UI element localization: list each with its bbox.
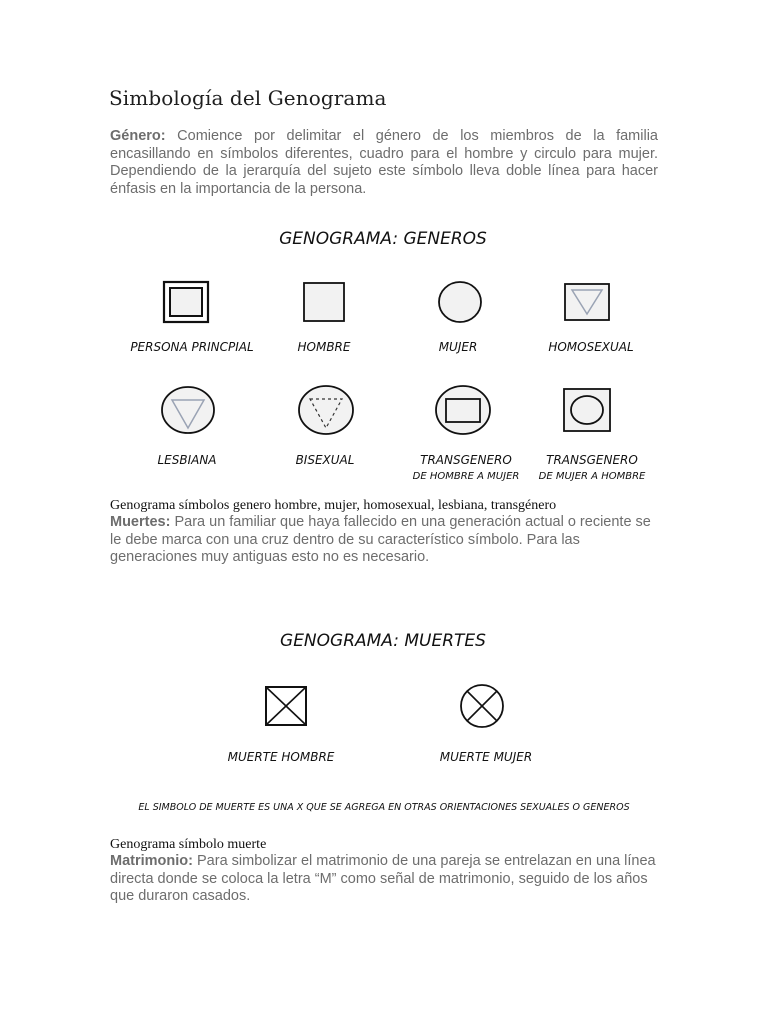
label-bisexual: BISEXUAL — [295, 453, 355, 467]
label-transgenero-1-sub: DE HOMBRE A MUJER — [412, 471, 520, 482]
label-muerte-hombre: MUERTE HOMBRE — [227, 750, 335, 764]
muerte-mujer-symbol — [461, 685, 503, 727]
muerte-hombre-symbol — [266, 687, 306, 725]
label-transgenero-1: TRANSGENERO — [420, 453, 512, 467]
label-transgenero-2-sub: DE MUJER A HOMBRE — [538, 471, 646, 482]
generos-heading: GENOGRAMA: GENEROS — [279, 229, 487, 249]
caption-generos: Genograma símbolos genero hombre, mujer, homosexual, lesbiana, transgénero — [110, 498, 557, 513]
label-mujer: MUJER — [438, 340, 478, 354]
label-homosexual: HOMOSEXUAL — [548, 340, 634, 354]
label-transgenero-2: TRANSGENERO — [546, 453, 638, 467]
genero-text: Comience por delimitar el género de los miembros de la familia encasillando en símbolos diferentes, cuadro para el hombre y circulo para mujer. Dependiendo de la jerarquía del sujeto este símbolo lleva doble línea para hacer énfasis en la importancia de la persona. — [110, 128, 658, 197]
caption-muertes: Genograma símbolo muerte — [110, 837, 267, 852]
muertes-heading: GENOGRAMA: MUERTES — [280, 631, 486, 651]
genero-term: Género: — [110, 128, 166, 144]
muertes-text: Para un familiar que haya fallecido en una generación actual o reciente se le debe marca con una cruz dentro de su característico símbolo. Para las generaciones muy antiguas esto no es necesario. — [110, 514, 651, 565]
page-title: Simbología del Genograma — [109, 86, 387, 110]
matrimonio-term: Matrimonio: — [110, 853, 193, 869]
muertes-note: EL SIMBOLO DE MUERTE ES UNA X QUE SE AGREGA EN OTRAS ORIENTACIONES SEXUALES O GENEROS — [138, 802, 630, 813]
matrimonio-paragraph — [110, 853, 658, 906]
label-persona-principal: PERSONA PRINCPIAL — [130, 340, 254, 354]
label-lesbiana: LESBIANA — [157, 453, 217, 467]
muertes-term: Muertes: — [110, 514, 171, 530]
matrimonio-text: Para simbolizar el matrimonio de una pareja se entrelazan en una línea directa donde se coloca la letra “M” como señal de matrimonio, seguido de los años que duraron casados. — [110, 853, 656, 904]
label-hombre: HOMBRE — [297, 340, 351, 354]
label-muerte-mujer: MUERTE MUJER — [439, 750, 533, 764]
